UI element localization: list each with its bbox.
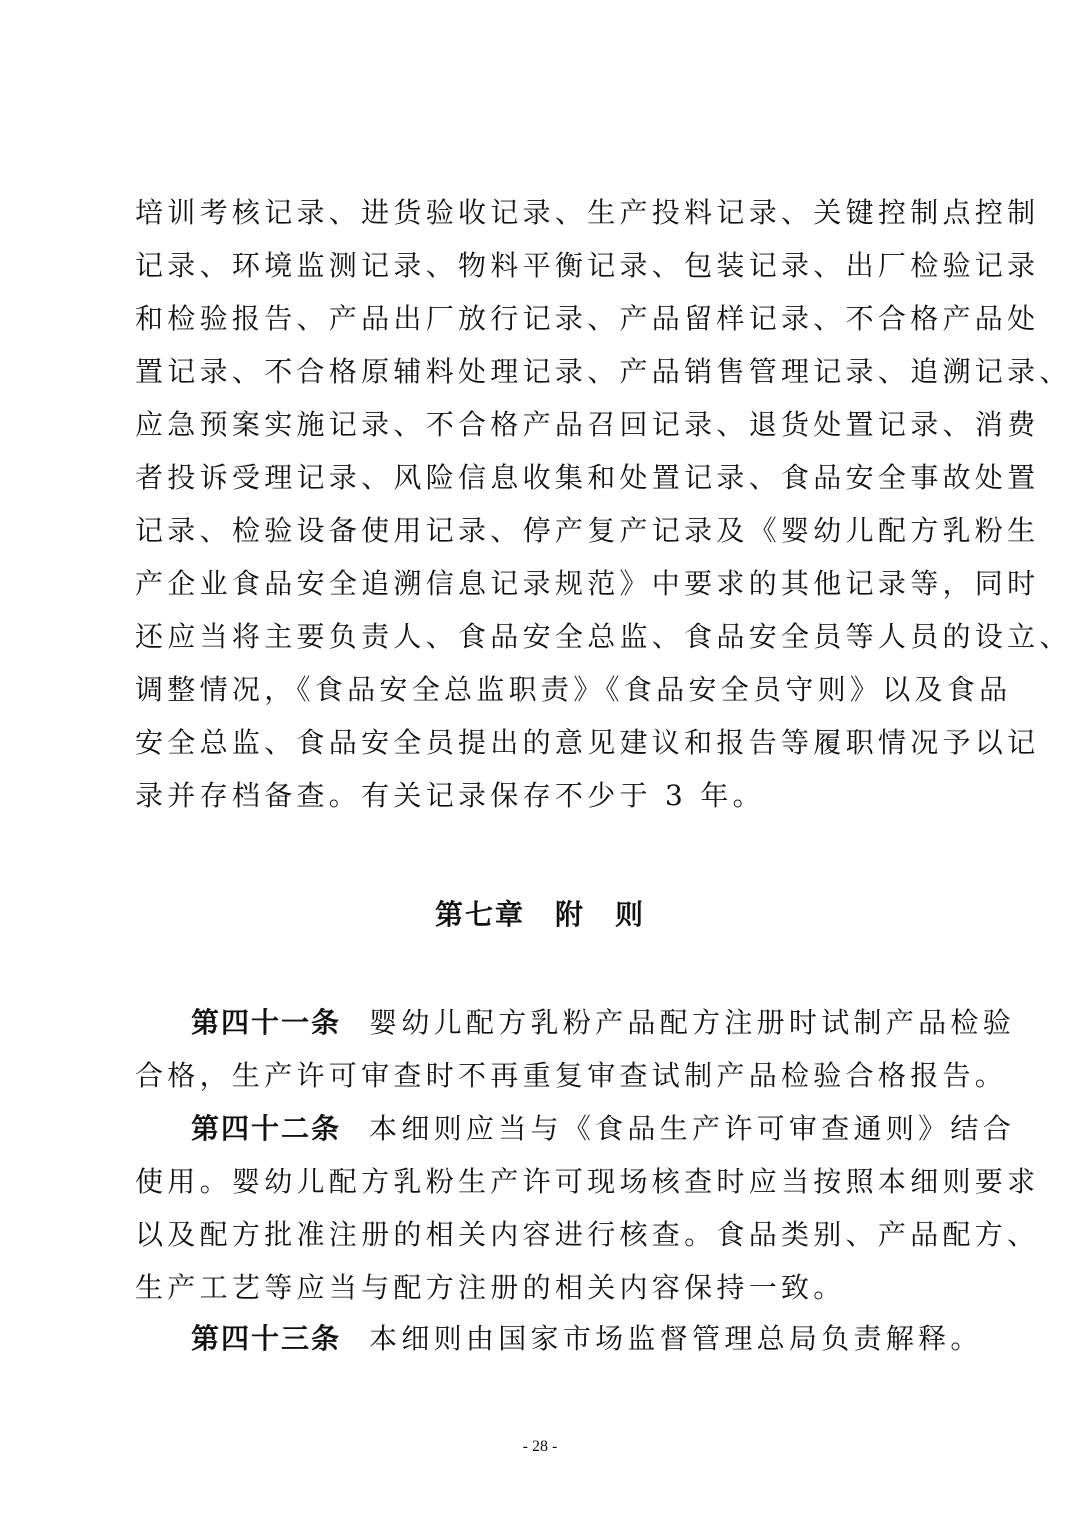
chapter-number: 第七章 [434, 898, 525, 931]
article-label: 第四十三条 [191, 1322, 342, 1355]
article-43 [135, 1312, 983, 1365]
article-text: 本细则应当与《食品生产许可审查通则》结合 [369, 1112, 1016, 1145]
paragraph-line: 和检验报告、产品出厂放行记录、产品留样记录、不合格产品处 [135, 302, 1040, 335]
article-text: 婴幼儿配方乳粉产品配方注册时试制产品检验 [369, 1006, 1016, 1039]
article-line: 生产工艺等应当与配方注册的相关内容保持一致。 [135, 1271, 846, 1304]
paragraph-line: 录并存档备查。有关记录保存不少于 3 年。 [135, 779, 765, 812]
paragraph-line: 培训考核记录、进货验收记录、生产投料记录、关键控制点控制 [135, 196, 1040, 229]
article-label: 第四十二条 [191, 1112, 342, 1145]
article-first-line [135, 1312, 983, 1365]
paragraph-line: 安全总监、食品安全员提出的意见建议和报告等履职情况予以记 [135, 726, 1040, 759]
paragraph-line: 还应当将主要负责人、食品安全总监、食品安全员等人员的设立、 [135, 620, 1072, 653]
records-paragraph [135, 186, 1072, 822]
paragraph-line: 调整情况，《食品安全总监职责》《食品安全员守则》以及食品 [135, 673, 1012, 706]
chapter-heading [0, 888, 1080, 942]
article-first-line [135, 1102, 1016, 1155]
page-number: - 28 - [522, 1438, 558, 1455]
paragraph-line: 者投诉受理记录、风险信息收集和处置记录、食品安全事故处置 [135, 461, 1040, 494]
article-42 [135, 1102, 1040, 1314]
article-41 [135, 996, 1016, 1102]
article-line: 合格，生产许可审查时不再重复审查试制产品检验合格报告。 [135, 1059, 1008, 1092]
article-first-line [135, 996, 1016, 1049]
article-line: 以及配方批准注册的相关内容进行核查。食品类别、产品配方、 [135, 1218, 1040, 1251]
paragraph-line: 记录、检验设备使用记录、停产复产记录及《婴幼儿配方乳粉生 [135, 514, 1040, 547]
article-line: 使用。婴幼儿配方乳粉生产许可现场核查时应当按照本细则要求 [135, 1165, 1040, 1198]
article-label: 第四十一条 [191, 1006, 342, 1039]
paragraph-line: 记录、环境监测记录、物料平衡记录、包装记录、出厂检验记录 [135, 249, 1040, 282]
chapter-title: 附 则 [555, 898, 646, 931]
paragraph-line: 应急预案实施记录、不合格产品召回记录、退货处置记录、消费 [135, 408, 1040, 441]
paragraph-line: 产企业食品安全追溯信息记录规范》中要求的其他记录等，同时 [135, 567, 1040, 600]
paragraph-line: 置记录、不合格原辅料处理记录、产品销售管理记录、追溯记录、 [135, 355, 1072, 388]
article-text: 本细则由国家市场监督管理总局负责解释。 [369, 1322, 983, 1355]
